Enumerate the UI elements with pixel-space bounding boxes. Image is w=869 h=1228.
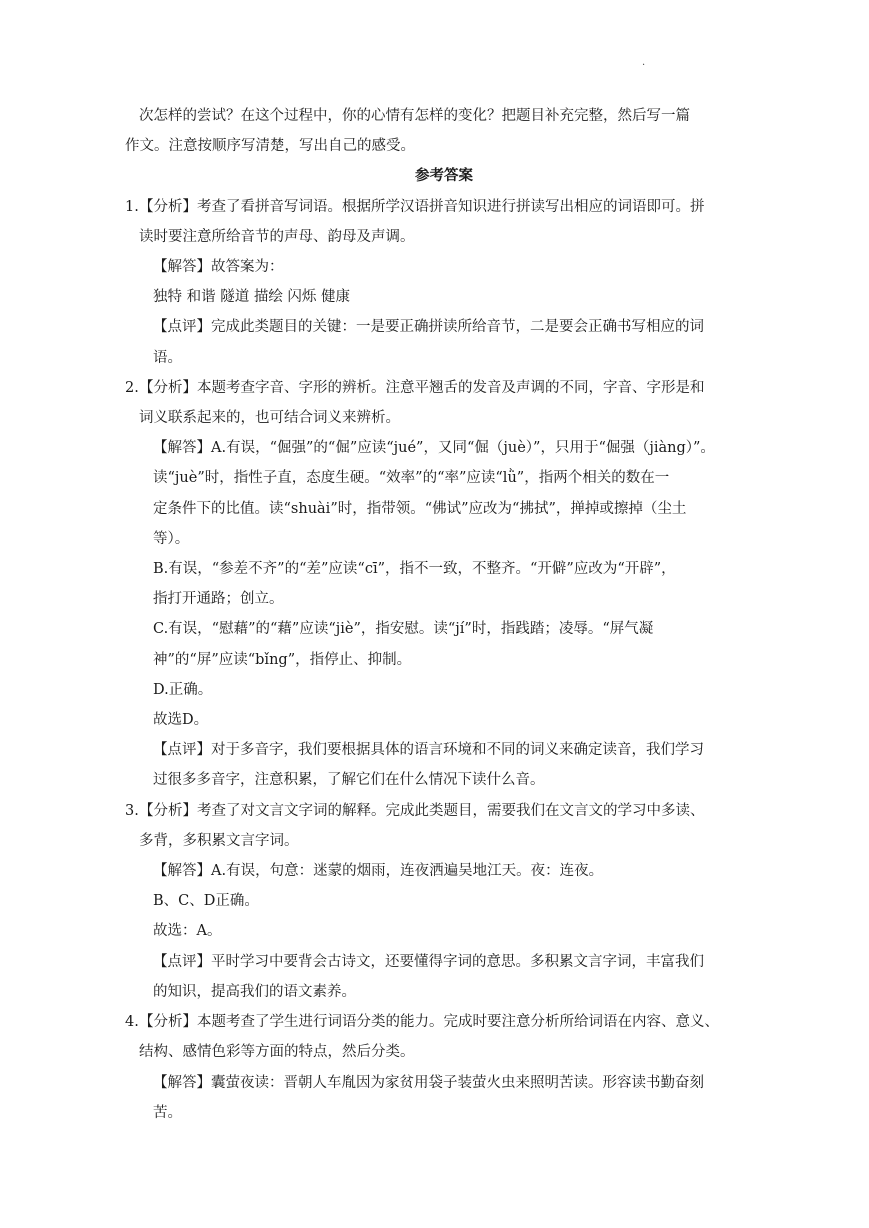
q2-option-a-line-3: 定条件下的比值。读“shuài”时，指带领。“佛试”应改为“拂拭”，掸掉或擦掉（尘土 xyxy=(153,500,687,517)
q3-answer-line-1: 【解答】A.有误，句意：迷蒙的烟雨，连夜洒遍吴地江天。夜：连夜。 xyxy=(153,863,604,880)
item-number: 1. xyxy=(125,198,139,215)
q2-option-a-line-2: 读“juè”时，指性子直，态度生硬。“效率”的“率”应读“lǜ”，指两个相关的数在一 xyxy=(153,470,670,487)
q3-answer-line-2: B、C、D正确。 xyxy=(153,893,259,910)
item-number: 2. xyxy=(125,379,139,396)
q2-option-a-line-1: 【解答】A.有误，“倔强”的“倔”应读“jué”，又同“倔（juè）”，只用于“倔强（jiàng）”。 xyxy=(153,440,715,457)
intro-line-2: 作文。注意按顺序写清楚，写出自己的感受。 xyxy=(125,138,415,155)
q2-analysis-line-2: 词义联系起来的，也可结合词义来辨析。 xyxy=(139,410,400,427)
q4-analysis-line-1: 【分析】本题考查了学生进行词语分类的能力。完成时要注意分析所给词语在内容、意义、 xyxy=(139,1014,719,1031)
q3-analysis-line-2: 多背，多积累文言字词。 xyxy=(139,832,299,849)
q1-analysis-line-1: 【分析】考查了看拼音写词语。根据所学汉语拼音知识进行拼读写出相应的词语即可。拼 xyxy=(139,198,705,215)
header-dot: . xyxy=(642,57,646,68)
answer-item-3 xyxy=(125,796,763,1007)
q2-option-b-line-2: 指打开通路；创立。 xyxy=(153,591,284,608)
item-number: 3. xyxy=(125,802,139,819)
q2-option-c-line-2: 神”的“屏”应读“bǐng”，指停止、抑制。 xyxy=(153,651,412,668)
document-body xyxy=(125,101,763,1128)
q2-option-d: D.正确。 xyxy=(153,681,213,698)
q1-comment-line-1: 【点评】完成此类题目的关键：一是要正确拼读所给音节，二是要会正确书写相应的词 xyxy=(153,319,704,336)
answer-item-4 xyxy=(125,1007,763,1128)
q3-comment-line-1: 【点评】平时学习中要背会古诗文，还要懂得字词的意思。多积累文言字词，丰富我们 xyxy=(153,953,704,970)
q4-analysis-line-2: 结构、感情色彩等方面的特点，然后分类。 xyxy=(139,1044,415,1061)
q1-comment-line-2: 语。 xyxy=(153,349,182,366)
answer-item-2 xyxy=(125,373,763,796)
q2-analysis-line-1: 【分析】本题考查字音、字形的辨析。注意平翘舌的发音及声调的不同，字音、字形是和 xyxy=(139,379,705,396)
q1-analysis-line-2: 读时要注意所给音节的声母、韵母及声调。 xyxy=(139,228,415,245)
q1-answer-label: 【解答】故答案为： xyxy=(153,259,284,276)
q4-answer-line-2: 苦。 xyxy=(153,1104,182,1121)
q4-answer-line-1: 【解答】囊萤夜读：晋朝人车胤因为家贫用袋子装萤火虫来照明苦读。形容读书勤奋刻 xyxy=(153,1074,704,1091)
q1-answer-words: 独特 和谐 隧道 描绘 闪烁 健康 xyxy=(153,289,351,306)
q2-option-a-line-4: 等）。 xyxy=(153,530,190,547)
q2-comment-line-2: 过很多多音字，注意积累，了解它们在什么情况下读什么音。 xyxy=(153,772,545,789)
q2-option-c-line-1: C.有误，“慰藉”的“藉”应读“jiè”，指安慰。读“jí”时，指践踏；凌辱。“屏气凝 xyxy=(153,621,654,638)
q3-analysis-line-1: 【分析】考查了对文言文字词的解释。完成此类题目，需要我们在文言文的学习中多读、 xyxy=(139,802,705,819)
q2-option-b-line-1: B.有误，“参差不齐”的“差”应读“cī”，指不一致，不整齐。“开僻”应改为“开辟”， xyxy=(153,561,676,578)
item-number: 4. xyxy=(125,1014,139,1031)
q2-comment-line-1: 【点评】对于多音字，我们要根据具体的语言环境和不同的词义来确定读音，我们学习 xyxy=(153,742,704,759)
intro-line-1: 次怎样的尝试？在这个过程中，你的心情有怎样的变化？把题目补充完整，然后写一篇 xyxy=(139,108,690,124)
q2-choice: 故选D。 xyxy=(153,712,209,729)
section-title: 参考答案 xyxy=(415,168,473,185)
answer-item-1 xyxy=(125,192,763,373)
q3-comment-line-2: 的知识，提高我们的语文素养。 xyxy=(153,983,356,1000)
q3-choice: 故选：A。 xyxy=(153,923,222,940)
